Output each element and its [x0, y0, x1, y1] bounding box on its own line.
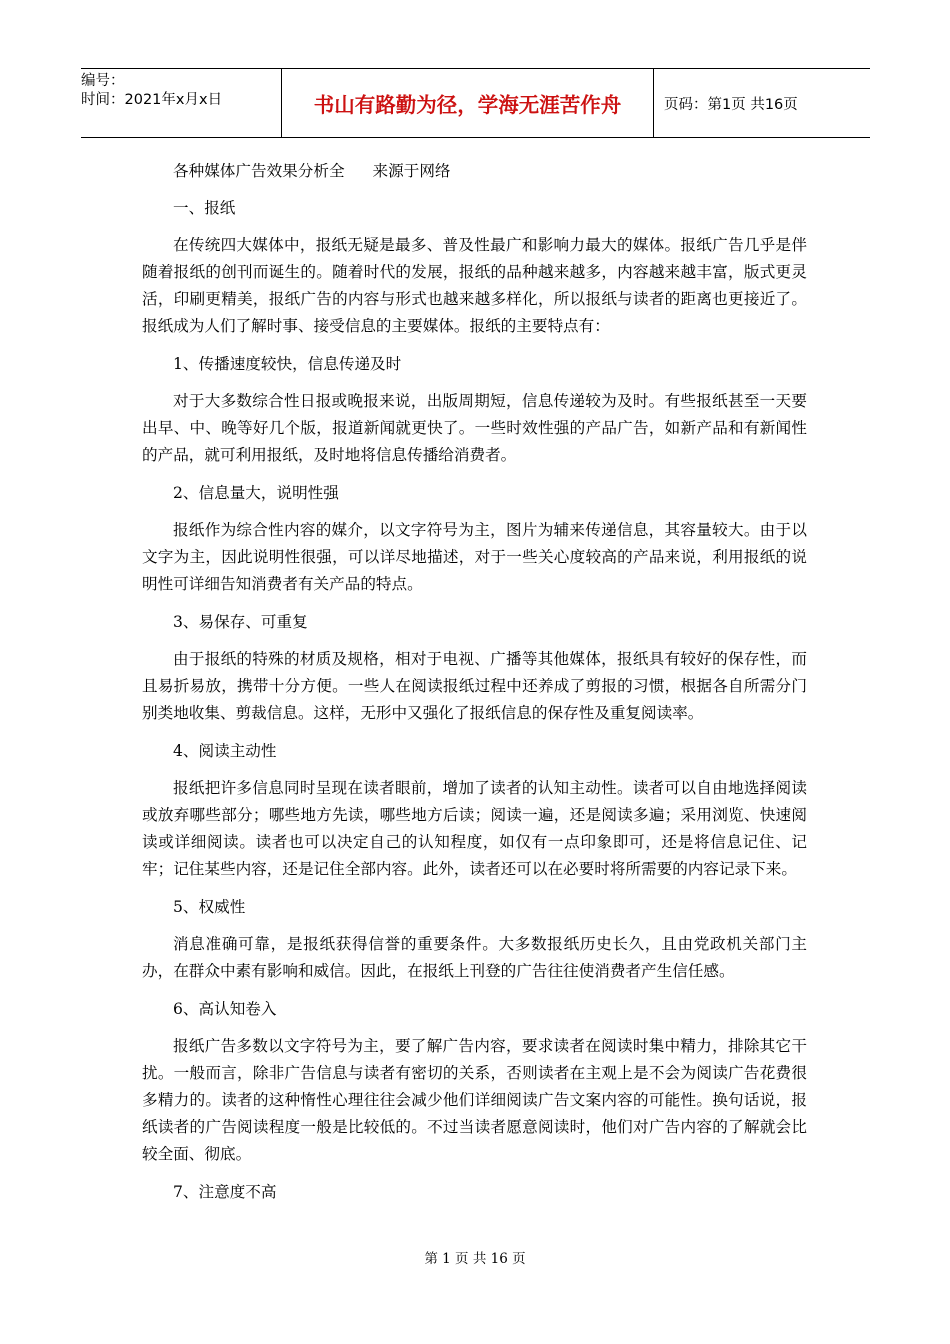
point-heading: 3、易保存、可重复	[173, 613, 308, 631]
article-title-line	[142, 158, 807, 184]
article-title: 各种媒体广告效果分析全	[173, 162, 345, 180]
point-heading: 7、注意度不高	[173, 1183, 277, 1201]
point-heading: 4、阅读主动性	[173, 742, 277, 760]
document-number-label: 编号：	[81, 73, 125, 89]
page-header	[81, 68, 870, 138]
point-body: 报纸广告多数以文字符号为主，要了解广告内容，要求读者在阅读时集中精力，排除其它干扰。一般而言，除非广告信息与读者有密切的关系，否则读者在主观上是不会为阅读广告花费很多精力的。读者的这种惰性心理往往会减少他们详细阅读广告文案内容的可能性。换句话说，报纸读者的广告阅读程度一般是比较低的。不过当读者愿意阅读时，他们对广告内容的了解就会比较全面、彻底。	[142, 1037, 807, 1163]
header-page-info: 页码：第1页 共16页	[664, 96, 798, 113]
point-body: 报纸作为综合性内容的媒介，以文字符号为主，图片为辅来传递信息，其容量较大。由于以文字为主，因此说明性很强，可以详尽地描述，对于一些关心度较高的产品来说，利用报纸的说明性可详细告知消费者有关产品的特点。	[142, 521, 807, 593]
point-heading: 2、信息量大，说明性强	[173, 484, 339, 502]
article-source: 来源于网络	[372, 162, 451, 180]
header-meta-cell	[81, 69, 282, 137]
header-motto: 书山有路勤为径，学海无涯苦作舟	[282, 69, 654, 137]
document-date-label: 时间：2021年x月x日	[81, 92, 223, 108]
point-heading: 1、传播速度较快，信息传递及时	[173, 355, 402, 373]
intro-paragraph: 在传统四大媒体中，报纸无疑是最多、普及性最广和影响力最大的媒体。报纸广告几乎是伴随着报纸的创刊而诞生的。随着时代的发展，报纸的品种越来越多，内容越来越丰富，版式更灵活，印刷更精美，报纸广告的内容与形式也越来越多样化，所以报纸与读者的距离也更接近了。报纸成为人们了解时事、接受信息的主要媒体。报纸的主要特点有：	[142, 236, 807, 335]
article-body	[142, 158, 807, 1216]
point-heading: 6、高认知卷入	[173, 1000, 277, 1018]
point-body: 消息准确可靠，是报纸获得信誉的重要条件。大多数报纸历史长久，且由党政机关部门主办，在群众中素有影响和威信。因此，在报纸上刊登的广告往往使消费者产生信任感。	[142, 935, 807, 980]
point-heading: 5、权威性	[173, 898, 246, 916]
point-body: 报纸把许多信息同时呈现在读者眼前，增加了读者的认知主动性。读者可以自由地选择阅读或放弃哪些部分；哪些地方先读，哪些地方后读；阅读一遍，还是阅读多遍；采用浏览、快速阅读或详细阅读。读者也可以决定自己的认知程度，如仅有一点印象即可，还是将信息记住、记牢；记住某些内容，还是记住全部内容。此外，读者还可以在必要时将所需要的内容记录下来。	[142, 779, 807, 878]
point-body: 对于大多数综合性日报或晚报来说，出版周期短，信息传递较为及时。有些报纸甚至一天要出早、中、晚等好几个版，报道新闻就更快了。一些时效性强的产品广告，如新产品和有新闻性的产品，就可利用报纸，及时地将信息传播给消费者。	[142, 392, 807, 464]
point-body: 由于报纸的特殊的材质及规格，相对于电视、广播等其他媒体，报纸具有较好的保存性，而且易折易放，携带十分方便。一些人在阅读报纸过程中还养成了剪报的习惯，根据各自所需分门别类地收集、剪裁信息。这样，无形中又强化了报纸信息的保存性及重复阅读率。	[142, 650, 807, 722]
section-heading: 一、报纸	[173, 199, 236, 217]
page-footer: 第 1 页 共 16 页	[424, 1251, 526, 1267]
